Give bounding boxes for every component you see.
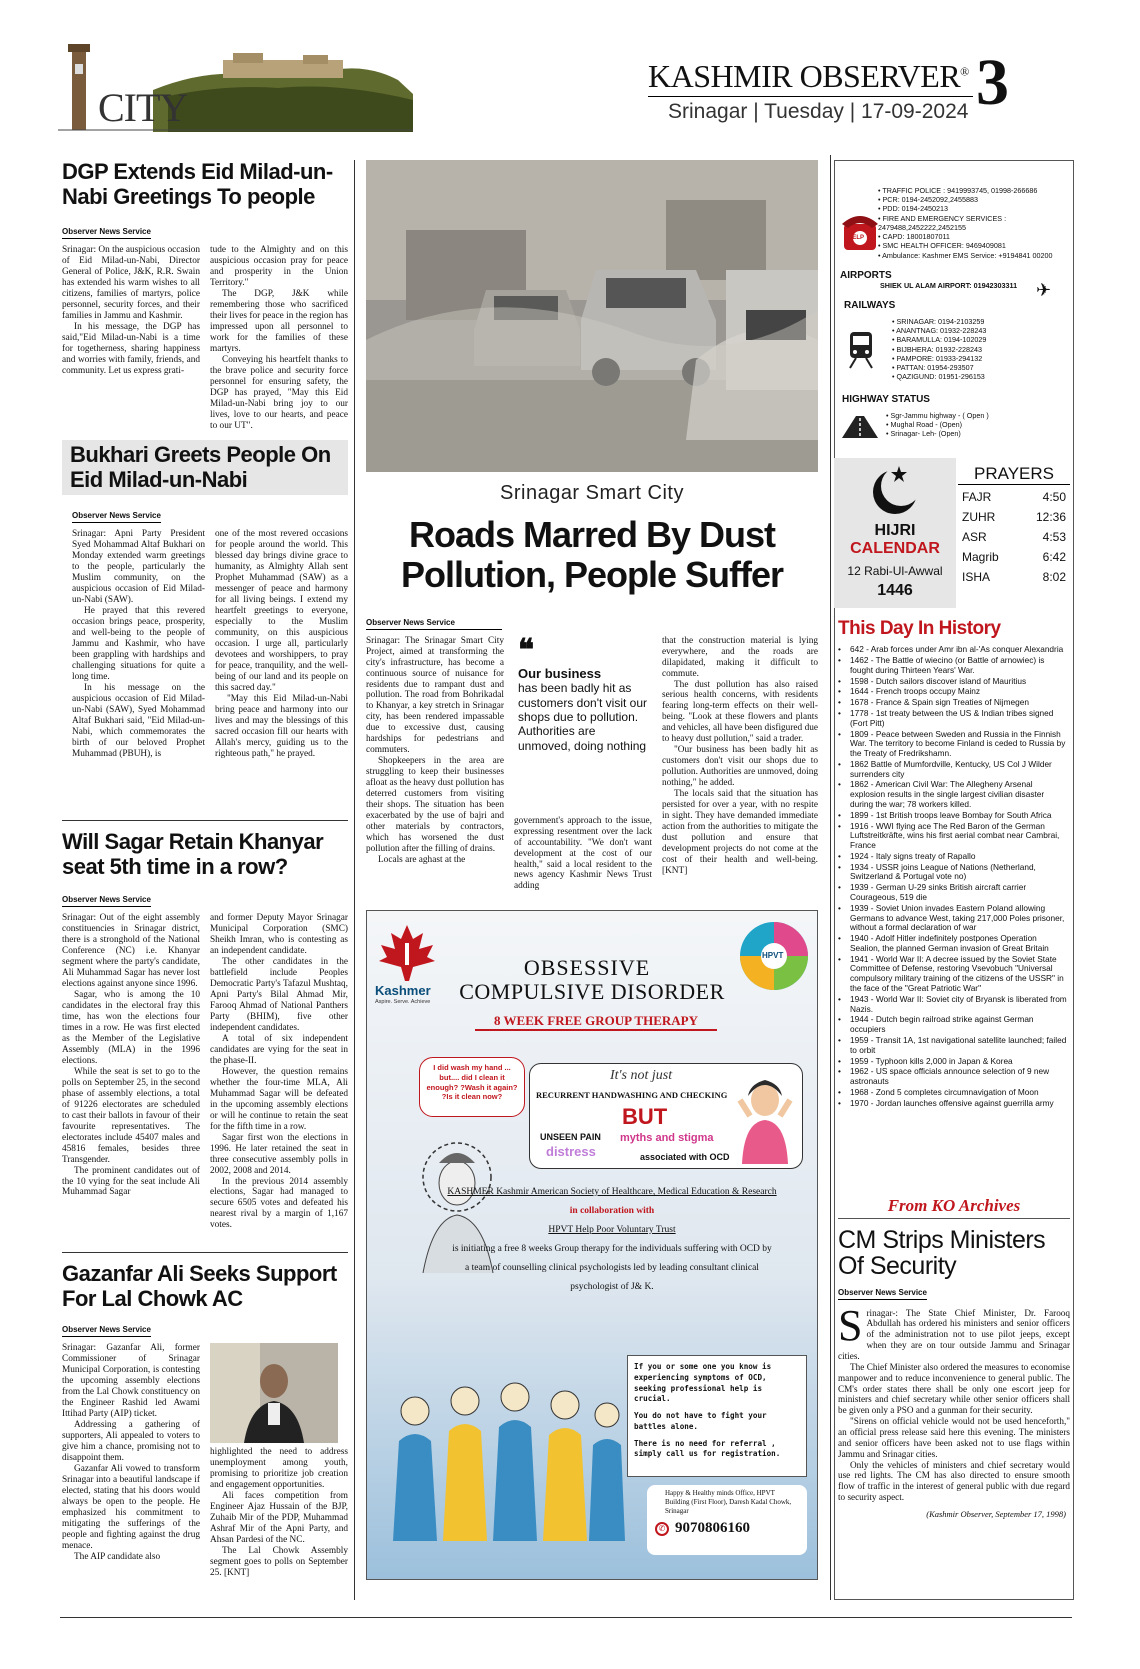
article-column-1 <box>62 245 200 431</box>
archives-kicker: From KO Archives <box>838 1196 1070 1219</box>
ad-info-box <box>627 1355 807 1477</box>
headline: DGP Extends Eid Milad-un-Nabi Greetings To people <box>62 159 333 209</box>
paragraph: Srinagar: Gazanfar Ali, former Commissioner of Srinagar Municipal Corporation, is contesting the upcoming assembly elections from the Lal Chowk constituency on the Engineer Rashid led Awami Ittihad Party (AIP) ticket. <box>62 1343 200 1420</box>
prayer-name: ASR <box>962 530 987 544</box>
paragraph: "Our business has been badly hit as customers don't visit our shops due to pollution. Authorities are unmoved, doing nothing," he added. <box>662 745 818 789</box>
ad-info-2: You do not have to fight your battles alone. <box>634 1411 767 1431</box>
paragraph: The DGP, J&K while remembering those who sacrificed their lives for peace in the region has impressed upon all personnel to work for the families of these martyrs. <box>210 289 348 354</box>
article-column-2 <box>210 913 348 1231</box>
history-item: • 1862 - American Civil War: The Allegheny Arsenal explosion results in the single largest civilian disaster during the war; 78 workers killed. <box>836 780 1068 809</box>
archive-credit: (Kashmir Observer, September 17, 1998) <box>926 1508 1066 1519</box>
lead-story <box>366 160 818 892</box>
airports-section <box>840 270 1070 301</box>
paragraph: The AIP candidate also <box>74 1551 161 1562</box>
history-item: • 1644 - French troops occupy Mainz <box>836 687 1068 697</box>
headline-box <box>62 440 348 495</box>
history-item: • 1462 - The Battle of wiecino (or Battle of arnowiec) is fought during Thirteen Years' War. <box>836 656 1068 676</box>
prayer-time: 12:36 <box>1035 510 1066 524</box>
railway-item: • ANANTNAG: 01932-228243 <box>892 326 1070 335</box>
highway-list <box>886 411 1070 439</box>
history-item: • 1862 Battle of Mumfordville, Kentucky, US Col J Wilder surrenders city <box>836 760 1068 780</box>
history-item: • 1916 - WWI flying ace The Red Baron of the German Luftstreitkräfte, wins his first aerial combat near Cambrai, France <box>836 822 1068 851</box>
history-item: • 1959 - Transit 1A, 1st navigational satellite launched; failed to orbit <box>836 1036 1068 1056</box>
highway-section <box>842 394 1070 439</box>
helpline-item: • SMC HEALTH OFFICER: 9469409081 <box>878 241 1070 250</box>
prayer-row <box>958 487 1070 507</box>
emergency-list <box>878 186 1070 260</box>
paragraph: The dust pollution has also raised serious health concerns, with residents fearing long-term effects on their well-being. "Look at these flowers and plants and vehicles, all have been disfigured due to heavy dust pollution," said a trader. <box>662 679 818 745</box>
hijri-title-1: HIJRI <box>874 522 916 539</box>
history-item: • 1962 - US space officials announce selection of 9 new astronauts <box>836 1067 1068 1087</box>
helpline-item: • Ambulance: Kashmer EMS Service: +9194841 00200 <box>878 251 1070 260</box>
byline: Observer News Service <box>62 895 151 907</box>
history-item: • 642 - Arab forces under Amr ibn al-'As conquer Alexandria <box>836 645 1068 655</box>
prayer-row <box>958 507 1070 527</box>
prayer-row <box>958 547 1070 567</box>
prayer-time: 6:42 <box>1042 550 1066 564</box>
ad-recurrent-text: RECURRENT HANDWASHING AND CHECKING <box>536 1090 728 1100</box>
highway-heading: HIGHWAY STATUS <box>842 394 930 405</box>
this-day-in-history <box>836 618 1072 1109</box>
paragraph: Sagar, who is among the 10 candidates in the electoral fray this time, has won the elections four times in a row. He was first elected as the Member of the Legislative Assembly (MLA) in the 1996 elections. <box>62 990 200 1066</box>
article-column-1 <box>62 1343 200 1579</box>
prayer-times <box>958 464 1070 587</box>
column-rule-2 <box>830 155 831 1600</box>
prayer-time: 8:02 <box>1042 570 1066 584</box>
highway-item: • Mughal Road - (Open) <box>886 420 1070 429</box>
page-bottom-rule <box>60 1617 1072 1618</box>
ocd-thought-bubble <box>419 1057 525 1117</box>
ad-collab: in collaboration with <box>569 1206 655 1216</box>
prayer-name: Magrib <box>962 550 999 564</box>
article-column-2 <box>210 245 348 431</box>
ad-description <box>447 1183 777 1297</box>
paragraph: Sagar first won the elections in 1996. He later retained the seat in three consecutive assembly polls in 2002, 2008 and 2014. <box>210 1132 348 1176</box>
paragraph: The locals said that the situation has persisted for over a year, with no respite in sight. They have demanded immediate action from the authorities to mitigate the dust pollution and ensure that development projects do not come at the cost of their health and well-being. [KNT] <box>662 789 818 876</box>
group-therapy-illustration <box>375 1351 625 1541</box>
byline: Observer News Service <box>838 1288 927 1300</box>
quote-mark-icon: ❝ <box>518 633 535 667</box>
paragraph: The Chief Minister also ordered the measures to economise manpower and to reduce inconvenience to general public. The CM's order states there shall be only one escort jeep for ministers and chief secretary while other senior officers shall be given only a PSO and a gunman for their security. <box>838 1361 1070 1416</box>
train-icon <box>844 330 878 370</box>
hpvt-label: HPVT <box>762 951 784 960</box>
helpline-item: • CAPD: 18001807011 <box>878 232 1070 241</box>
emergency-numbers <box>838 186 1070 260</box>
dust-pollution-photo <box>366 160 818 472</box>
column-rule-1 <box>354 160 355 1600</box>
prayer-name: FAJR <box>962 490 992 504</box>
history-item: • 1959 - Typhoon kills 2,000 in Japan & Korea <box>836 1057 1068 1067</box>
ad-org-tagline: Aspire. Serve. Achieve <box>375 999 431 1005</box>
newspaper-name <box>648 58 969 95</box>
ad-initiating: is initiating a free 8 weeks Group therapy for the individuals suffering with OCD by <box>452 1244 772 1254</box>
history-item: • 1968 - Zond 5 completes circumnavigation of Moon <box>836 1088 1068 1098</box>
history-item: • 1941 - World War II: A decree issued by the Soviet State Committee of Defense, restoring Vsevobuch "Universal compulsory military training of the citizens of the USSR" in the face of the "Great Patriotic War" <box>836 955 1068 994</box>
paragraph-text: rinagar-: The State Chief Minister, Dr. Farooq Abdullah has ordered his ministers and senior officers of the administration not to use pilot jeeps, except when they are on tour outside Jammu and Srinagar cities. <box>838 1307 1070 1361</box>
paragraph: The Lal Chowk Assembly segment goes to polls on September 25. [KNT] <box>210 1545 348 1578</box>
headline: Will Sagar Retain Khanyar seat 5th time in a row? <box>62 829 324 879</box>
paragraph: and former Deputy Mayor Srinagar Municipal Corporation (SMC) Sheikh Imran, who is contesting as an independent candidate. <box>210 913 348 957</box>
prayers-title: PRAYERS <box>958 464 1070 485</box>
ad-associated-text: associated with OCD <box>640 1152 730 1162</box>
candidate-photo <box>210 1343 338 1443</box>
dateline-rule <box>648 96 973 97</box>
archive-body <box>838 1300 1070 1503</box>
history-item: • 1924 - Italy signs treaty of Rapallo <box>836 852 1068 862</box>
paragraph: Addressing a gathering of supporters, Ali appealed to voters to give him a chance, promising not to disappoint them. <box>62 1420 200 1463</box>
ad-free-therapy-banner: 8 WEEK FREE GROUP THERAPY <box>475 1013 717 1031</box>
kicker: Srinagar Smart City <box>500 482 684 504</box>
prayer-name: ZUHR <box>962 510 996 524</box>
paragraph <box>838 1300 1070 1362</box>
masthead <box>58 44 1070 134</box>
airport-number: SHIEK UL ALAM AIRPORT: 01942303311 <box>880 281 1018 290</box>
railway-item: • SRINAGAR: 0194-2103259 <box>892 317 1070 326</box>
paragraph: Locals are aghast at the <box>378 855 466 865</box>
history-item: • 1778 - 1st treaty between the US & Indian tribes signed (Fort Pitt) <box>836 709 1068 729</box>
paragraph: Only the vehicles of ministers and chief secretary would use red lights. The CM has also directed to ensure smooth flow of traffic in the interest of general public with due regard to security aspect. <box>838 1459 1070 1503</box>
helpline-item: • FIRE AND EMERGENCY SERVICES : 2479488,2452222,2452155 <box>878 214 1070 232</box>
page-number: 3 <box>976 46 1009 119</box>
helpline-item: • PDD: 0194-2450213 <box>878 204 1070 213</box>
railways-heading: RAILWAYS <box>844 300 896 311</box>
hijri-date: 12 Rabi-Ul-Awwal <box>847 564 943 578</box>
paragraph: "May this Eid Milad-un-Nabi bring peace and harmony into our lives and may the blessings of this sacred occasion fill our hearts with Allah's mercy, guiding us to the righteous path," he prayed. <box>215 693 348 759</box>
paragraph: The other candidates in the battlefield include Peoples Democratic Party's Tafazul Mushtaq, Apni Party's Bilal Ahmad Mir, Farooq Ahmad of National Panthers Party (BHIM), five other independent candidates. <box>210 957 348 1033</box>
paragraph: tude to the Almighty and on this auspicious occasion pray for peace and prosperity in the Union Territory." <box>210 245 348 289</box>
paragraph: The prominent candidates out of the 10 vying for the seat include Ali Muhammad Sagar <box>62 1165 200 1198</box>
bubble-text: I did wash my hand ... but.... did I clean it enough? ?Wash it again? ?Is it clean now? <box>426 1063 518 1102</box>
section-label: CITY <box>98 85 188 130</box>
road-icon <box>842 416 878 438</box>
ad-contact-box <box>647 1485 807 1555</box>
quote-text: has been badly hit as customers don't visit our shops due to pollution. Authorities are unmoved, doing nothing <box>518 681 648 753</box>
prayer-row <box>958 527 1070 547</box>
worried-woman-illustration <box>730 1070 800 1164</box>
headline: Bukhari Greets People On Eid Milad-un-Nabi <box>70 442 331 492</box>
ad-info-1: If you or some one you know is experiencing symptoms of OCD, seeking professional help is crucial. <box>634 1362 772 1404</box>
headline: Roads Marred By Dust Pollution, People Suffer <box>400 514 784 596</box>
article-column-2 <box>514 633 652 893</box>
paragraph: In his message on the auspicious occasion of Eid Milad-un-Nabi (SAW), Syed Mohammad Altaf Bukhari said, "Eid Milad-un-Nabi, which commemorates the birth of our beloved Prophet Muhammad (PBUH), is <box>72 682 205 759</box>
history-item: • 1970 - Jordan launches offensive against guerrilla army <box>836 1099 1068 1109</box>
paragraph: government's approach to the issue, expressing resentment over the lack of accountability. "We don't want development at the cost of our health," said a local resident to the news agency Kashmir News Trust adding <box>514 815 652 892</box>
paragraph: In the previous 2014 assembly elections, Sagar had managed to secure 6505 votes and defeated his nearest rival by a margin of 1,167 votes. <box>210 1176 348 1231</box>
airplane-icon: ✈ <box>1036 280 1052 301</box>
railway-item: • QAZIGUND: 01951-296153 <box>892 372 1070 381</box>
telephone-help-icon <box>840 210 880 254</box>
headline: Gazanfar Ali Seeks Support For Lal Chowk AC <box>62 1261 337 1311</box>
paragraph: However, the question remains whether the four-time MLA, Ali Muhammad Sagar will be defeated in the upcoming assembly elections or will he continue to retain the seat for the fifth time in a row. <box>210 1066 348 1132</box>
article-column-2 <box>210 1343 348 1579</box>
ad-hpvt-full: HPVT Help Poor Voluntary Trust <box>548 1225 676 1235</box>
prayer-table <box>958 487 1070 587</box>
ad-team: a team of counselling clinical psychologists led by leading consultant clinical psychologist of J& K. <box>465 1263 759 1292</box>
highway-item: • Sgr-Jammu highway - ( Open ) <box>886 411 1070 420</box>
railways-section <box>844 300 1070 382</box>
byline: Observer News Service <box>62 1325 151 1337</box>
paragraph: "Sirens on official vehicle would not be used henceforth," an official press release said here this evening. The ministers and senior officers have been asked not to use flags within Jammu and Srinagar cities. <box>838 1416 1070 1459</box>
paragraph: Srinagar: Apni Party President Syed Mohammad Altaf Bukhari on Monday extended warm greetings to the people, particularly the Muslim community, on the auspicious occasion of Eid Milad-un-Nabi (SAW). <box>72 529 205 606</box>
highway-item: • Srinagar- Leh- (Open) <box>886 429 1070 438</box>
byline: Observer News Service <box>62 227 151 239</box>
ad-script-text: It's not just <box>610 1068 673 1083</box>
address: Happy & Healthy minds Office, HPVT Building (First Floor), Daresh Kadal Chowk, Srinagar <box>665 1489 792 1516</box>
history-title: This Day In History <box>838 618 1001 639</box>
article-column-1 <box>62 913 200 1231</box>
history-item: • 1678 - France & Spain sign Treaties of Nijmegen <box>836 698 1068 708</box>
paragraph: Srinagar: The Srinagar Smart City Project, aimed at transforming the city's infrastructure, has become a continuous source of nuisance for residents due to rampant dust and pollution. The road from Bohrikadal to Khanyar, a key stretch in Srinagar city, has been rendered impassable due to excessive dust, causing hardships for pedestrians and commuters. <box>366 635 504 756</box>
paragraph: one of the most revered occasions for people around the world. This blessed day brings divine grace to humanity, as Almighty Allah sent Prophet Muhammad (SAW) as a messenger of peace and harmony for all living beings. I extend my heartfelt greetings to everyone, especially to the Muslim community, on this auspicious occasion. I urge all, particularly devotees and worshippers, to pray for peace, tranquility, and the well-being of our land and its people on this sacred day." <box>215 529 348 693</box>
quote-bold: Our business <box>518 665 602 681</box>
article-column-1 <box>366 636 504 893</box>
help-label: HELP <box>848 235 865 241</box>
history-item: • 1939 - Soviet Union invades Eastern Poland allowing Germans to advance West, taking 217,000 Poles prisoner, without a formal declaration of war <box>836 904 1068 933</box>
ocd-therapy-advertisement <box>366 910 818 1580</box>
ad-but-text: BUT <box>622 1104 668 1129</box>
article-column-3 <box>662 636 818 893</box>
history-item: • 1809 - Peace between Sweden and Russia in the Finnish War. The territory to become Finland is ceded to Russia by the Treaty of Fredrikshamn. <box>836 730 1068 759</box>
prayer-row <box>958 567 1070 587</box>
pull-quote <box>514 633 652 816</box>
hijri-calendar <box>834 458 956 608</box>
paragraph: A total of six independent candidates are vying for the seat in the phase-II. <box>210 1033 348 1066</box>
history-item: • 1934 - USSR joins League of Nations (Netherland, Switzerland & Portugal vote no) <box>836 863 1068 883</box>
article-column-1 <box>72 529 205 759</box>
ad-org-full: KASHMER Kashmir American Society of Healthcare, Medical Education & Research <box>447 1187 777 1197</box>
byline: Observer News Service <box>72 511 161 523</box>
drop-cap: S <box>838 1300 863 1350</box>
phone-icon: ✆ <box>655 1522 669 1536</box>
railway-item: • PAMPORE: 01933-294132 <box>892 354 1070 363</box>
ad-org-name: Kashmer <box>375 983 431 998</box>
article-gazanfar-ali <box>62 1262 348 1579</box>
article-sagar-khanyar <box>62 830 348 1231</box>
paragraph: In his message, the DGP has said,"Eid Milad-un-Nabi is a time for togetherness, sharing happiness and worries with family, friends, and community. Let us express grati- <box>62 322 200 376</box>
archive-headline: CM Strips Ministers Of Security <box>838 1226 1046 1281</box>
history-item: • 1939 - German U-29 sinks British aircraft carrier Courageous, 519 die <box>836 883 1068 903</box>
article-column-2 <box>215 529 348 759</box>
crescent-moon-icon <box>865 462 925 518</box>
hijri-year: 1446 <box>877 582 913 599</box>
ad-title-line-2: COMPULSIVE DISORDER <box>459 979 725 1004</box>
article-bukhari-greets <box>62 440 348 760</box>
paragraph: Conveying his heartfelt thanks to the brave police and security force personnel for ensuring safety, the DGP has prayed, "May this Eid Milad-un-Nabi bring joy to our lives, love to our hearts, and peace to our UT". <box>210 354 348 431</box>
paragraph: Shopkeepers in the area are struggling to keep their businesses afloat as the heavy dust pollution has deterred customers from visiting their shops. The situation has been exacerbated by the use of bajri and other materials by contractors, which has worsened the dust pollution after the filling of drains. <box>366 756 504 855</box>
prayer-name: ISHA <box>962 570 991 584</box>
history-item: • 1598 - Dutch sailors discover island of Mauritius <box>836 677 1068 687</box>
ko-archives <box>838 1196 1070 1519</box>
article-separator <box>62 1252 348 1253</box>
railway-item: • PATTAN: 01954-293507 <box>892 363 1070 372</box>
airports-heading: AIRPORTS <box>840 270 892 281</box>
paragraph: Srinagar: On the auspicious occasion of Eid Milad-un-Nabi, Director General of Police, J&K, R.R. Swain has extended his warm wishes to all citizens, families of martyrs, police personnel, security forces, and their families in Jammu and Kashmir. <box>62 245 200 322</box>
history-item: • 1943 - World War II: Soviet city of Bryansk is liberated from Nazis. <box>836 995 1068 1015</box>
railway-item: • BIJBHERA: 01932-228243 <box>892 345 1070 354</box>
helpline-item: • PCR: 0194-2452092,2455883 <box>878 195 1070 204</box>
article-separator <box>62 820 348 821</box>
history-list <box>836 645 1072 1108</box>
history-item: • 1944 - Dutch begin railroad strike against German occupiers <box>836 1015 1068 1035</box>
helpline-item: • TRAFFIC POLICE : 9419993745, 01998-266686 <box>878 186 1070 195</box>
paragraph: While the seat is set to go to the polls on September 25, in the second phase of assembly elections, a total of 91226 electorates are scheduled to cast their ballots in favour of their favourite representatives. The electorates include 45407 males and 45816 females, besides three Transgender. <box>62 1066 200 1165</box>
ad-title-line-1: OBSESSIVE <box>523 955 651 980</box>
history-item: • 1899 - 1st British troops leave Bombay for South Africa <box>836 811 1068 821</box>
railway-item: • BARAMULLA: 0194-102029 <box>892 335 1070 344</box>
paragraph: that the construction material is lying everywhere, and the roads are dilapidated, making it difficult to commute. <box>662 635 818 679</box>
prayer-time: 4:50 <box>1042 490 1066 504</box>
prayer-time: 4:53 <box>1042 530 1066 544</box>
ocd-myths-panel <box>529 1063 803 1169</box>
maple-leaf-logo-icon <box>377 923 437 985</box>
ad-info-3: There is no need for referral , simply call us for registration. <box>634 1438 781 1459</box>
paragraph: He prayed that this revered occasion brings peace, prosperity, and well-being to the people of Jammu and Kashmir, who have been grappling with hardships and challenging situations for quite a long time. <box>72 606 205 682</box>
hijri-title-2: CALENDAR <box>850 540 940 557</box>
paragraph: highlighted the need to address unemployment among youth, promising to prioritize job creation and engagement opportunities. <box>210 1447 348 1491</box>
dateline: Srinagar | Tuesday | 17-09-2024 <box>668 100 969 123</box>
newspaper-name-text: KASHMIR OBSERVER <box>648 58 961 94</box>
paragraph: Srinagar: Out of the eight assembly constituencies in Srinagar district, there is a stronghold of the National Conference (NC) i.e. Khanyar segment where the party's candidate, Ali Muhammad Sagar has never lost elections against anyone since 1996. <box>62 913 200 990</box>
ad-unseen-pain-text: UNSEEN PAIN <box>540 1132 601 1142</box>
paragraph: Gazanfar Ali vowed to transform Srinagar into a beautiful landscape if elected, stating that his doors would always be open to the people. He emphasized his commitment to mitigating the sufferings of the people and fighting against the drug menace. <box>62 1463 200 1551</box>
ad-myths-text: myths and stigma <box>620 1132 714 1144</box>
article-dgp-greetings <box>62 160 348 432</box>
ad-distress-text: distress <box>546 1144 596 1159</box>
phone-number: 9070806160 <box>675 1520 750 1537</box>
history-item: • 1940 - Adolf Hitler indefinitely postpones Operation Sealion, the planned German invasion of Great Britain <box>836 934 1068 954</box>
railway-list <box>892 317 1070 382</box>
byline: Observer News Service <box>366 618 502 630</box>
registered-mark: ® <box>960 64 969 79</box>
paragraph: Ali faces competition from Engineer Ajaz Hussain of the BJP, Zuhaib Mir of the PDP, Muhammad Ashraf Mir of the Apni Party, and Ahsan Pardesi of the NC. <box>210 1491 348 1545</box>
